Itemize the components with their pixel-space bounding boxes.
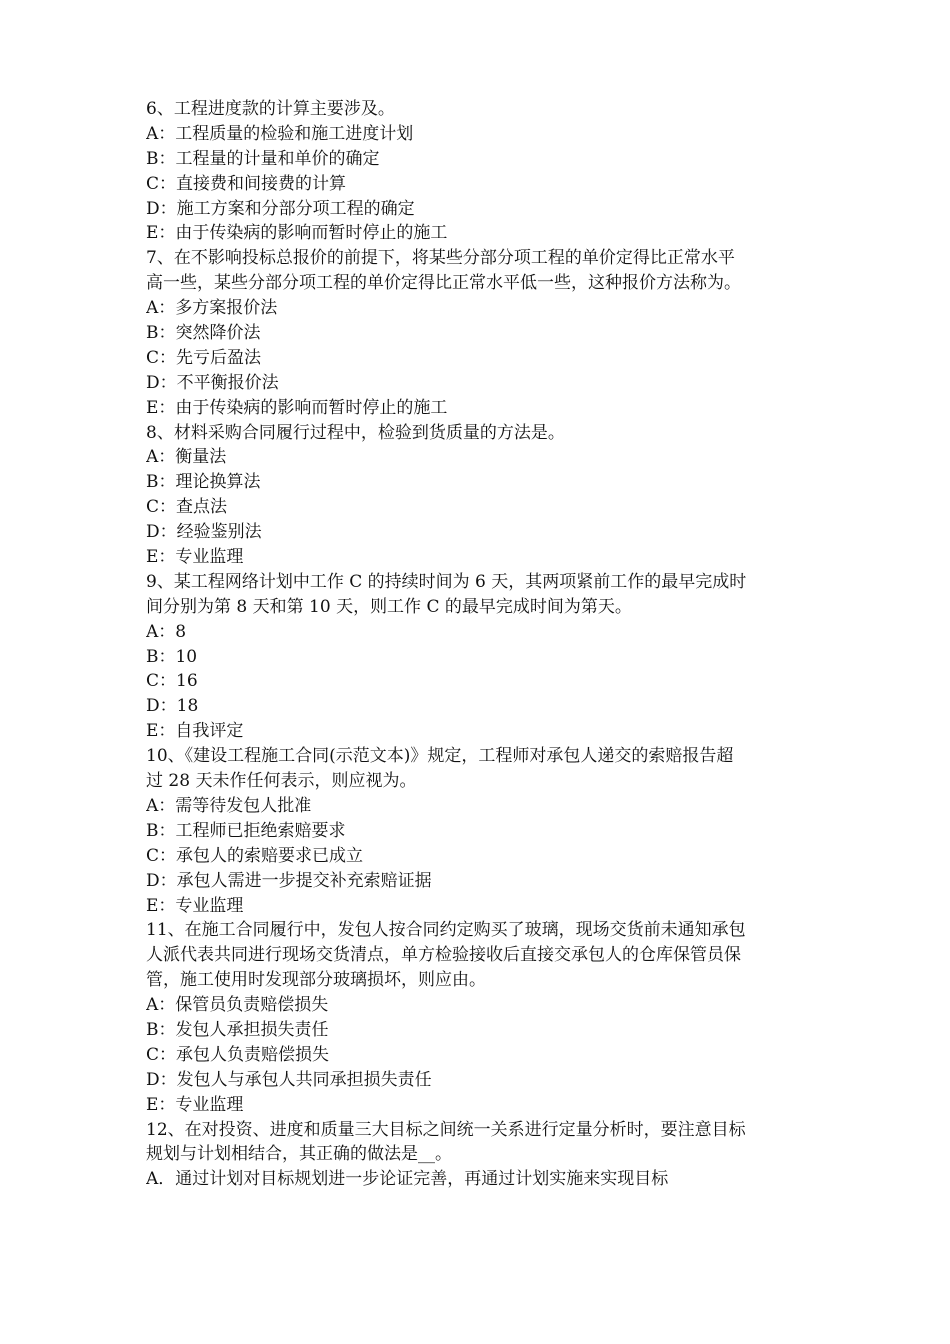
question-6-stem: 6、工程进度款的计算主要涉及。 (146, 99, 395, 119)
question-10-stem-line-1: 10、《建设工程施工合同(示范文本)》规定，工程师对承包人递交的索赔报告超 (146, 746, 734, 767)
question-11-option-e: E：专业监理 (146, 1094, 244, 1115)
question-10-stem-line-2: 过 28 天未作任何表示，则应视为。 (146, 771, 417, 792)
question-7-option-b: B：突然降价法 (146, 323, 261, 344)
question-10-option-b: B：工程师已拒绝索赔要求 (146, 820, 346, 841)
question-9-option-c: C：16 (146, 671, 198, 692)
question-8-option-c: C：查点法 (146, 497, 228, 518)
question-11-stem-line-2: 人派代表共同进行现场交货清点，单方检验接收后直接交承包人的仓库保管员保 (146, 945, 741, 966)
question-7-option-e: E：由于传染病的影响而暂时停止的施工 (146, 397, 448, 418)
question-11-stem-line-1: 11、在施工合同履行中，发包人按合同约定购买了玻璃，现场交货前未通知承包 (146, 920, 746, 941)
question-10-option-d: D：承包人需进一步提交补充索赔证据 (146, 870, 432, 891)
question-12-stem-line-2: 规划与计划相结合，其正确的做法是__。 (146, 1144, 452, 1165)
document-body (146, 97, 810, 1192)
question-8-stem: 8、材料采购合同履行过程中，检验到货质量的方法是。 (146, 422, 565, 443)
question-9-stem-line-1: 9、某工程网络计划中工作 C 的持续时间为 6 天，其两项紧前工作的最早完成时 (146, 571, 747, 592)
question-6-option-a: A：工程质量的检验和施工进度计划 (146, 123, 414, 144)
question-11-option-d: D：发包人与承包人共同承担损失责任 (146, 1069, 432, 1090)
question-11-option-b: B：发包人承担损失责任 (146, 1019, 329, 1040)
question-10-option-a: A：需等待发包人批准 (146, 795, 312, 816)
question-11-option-a: A：保管员负责赔偿损失 (146, 995, 329, 1016)
question-7-stem-line-2: 高一些，某些分部分项工程的单价定得比正常水平低一些，这种报价方法称为。 (146, 273, 741, 294)
question-12-stem-line-1: 12、在对投资、进度和质量三大目标之间统一关系进行定量分析时，要注意目标 (146, 1119, 746, 1140)
question-6-option-b: B：工程量的计量和单价的确定 (146, 148, 380, 169)
question-7-option-c: C：先亏后盈法 (146, 347, 262, 368)
question-10-option-c: C：承包人的索赔要求已成立 (146, 845, 364, 866)
question-7-option-a: A：多方案报价法 (146, 298, 278, 319)
question-9-stem-line-2: 间分别为第 8 天和第 10 天，则工作 C 的最早完成时间为第天。 (146, 596, 632, 617)
question-9-option-e: E：自我评定 (146, 721, 244, 742)
question-11-stem-line-3: 管，施工使用时发现部分玻璃损坏，则应由。 (146, 970, 486, 991)
question-6-option-c: C：直接费和间接费的计算 (146, 173, 347, 194)
question-9-option-d: D：18 (146, 696, 199, 717)
question-6-option-d: D：施工方案和分部分项工程的确定 (146, 198, 415, 219)
question-8-option-a: A：衡量法 (146, 447, 227, 468)
question-9-option-a: A：8 (146, 621, 187, 642)
question-9-option-b: B：10 (146, 646, 198, 667)
question-7-stem-line-1: 7、在不影响投标总报价的前提下，将某些分部分项工程的单价定得比正常水平 (146, 248, 735, 269)
question-12-option-a: A．通过计划对目标规划进一步论证完善，再通过计划实施来实现目标 (146, 1169, 669, 1190)
question-10-option-e: E：专业监理 (146, 895, 244, 916)
question-7-option-d: D：不平衡报价法 (146, 372, 279, 393)
question-8-option-e: E：专业监理 (146, 547, 244, 568)
question-8-option-b: B：理论换算法 (146, 472, 261, 493)
question-6-option-e: E：由于传染病的影响而暂时停止的施工 (146, 223, 448, 244)
question-8-option-d: D：经验鉴别法 (146, 522, 262, 543)
question-11-option-c: C：承包人负责赔偿损失 (146, 1044, 330, 1065)
